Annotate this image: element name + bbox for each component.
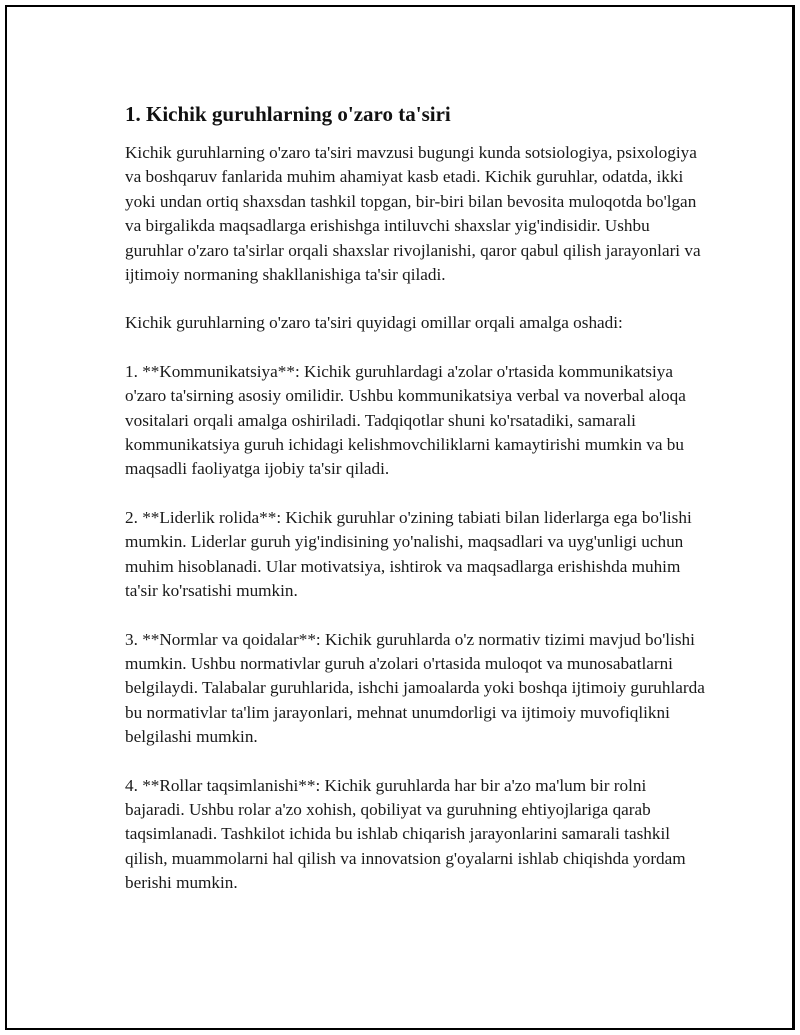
factors-lead-paragraph: Kichik guruhlarning o'zaro ta'siri quyidagi omillar orqali amalga oshadi:	[125, 313, 623, 333]
roles-paragraph: 4. **Rollar taqsimlanishi**: Kichik guruhlarda har bir a'zo ma'lum bir rolni bajaradi. Ushbu rolar a'zo xohish, qobiliyat va guruhning ehtiyojlariga qarab taqsimlanadi. Tashkilot ichida bu ishlab chiqarish jarayonlarini samarali tashkil qilish, muammolarni hal qilish va innovatsion g'oyalarni ishlab chiqishda yordam berishi mumkin.	[125, 775, 686, 893]
intro-paragraph: Kichik guruhlarning o'zaro ta'siri mavzusi bugungi kunda sotsiologiya, psixologiya va boshqaruv fanlarida muhim ahamiyat kasb etadi. Kichik guruhlar, odatda, ikki yoki undan ortiq shaxsdan tashkil topgan, bir-biri bilan bevosita muloqotda bo'lgan va birgalikda maqsadlarga erishishga intiluvchi shaxslar yig'indisidir. Ushbu guruhlar o'zaro ta'sirlar orqali shaxslar rivojlanishi, qaror qabul qilish jarayonlari va ijtimoiy normaning shakllanishiga ta'sir qiladi.	[125, 143, 701, 285]
page-frame	[5, 5, 795, 1030]
document-body	[125, 101, 705, 920]
norms-paragraph: 3. **Normlar va qoidalar**: Kichik guruhlarda o'z normativ tizimi mavjud bo'lishi mumkin. Ushbu normativlar guruh a'zolari o'rtasida muloqot va munosabatlarni belgilaydi. Talabalar guruhlarida, ishchi jamoalarda yoki boshqa ijtimoiy guruhlarda bu normativlar ta'lim jarayonlari, mehnat unumdorligi va ijtimoiy muvofiqlikni belgilashi mumkin.	[125, 629, 705, 747]
section-heading: 1. Kichik guruhlarning o'zaro ta'siri	[125, 102, 451, 126]
communication-paragraph: 1. **Kommunikatsiya**: Kichik guruhlardagi a'zolar o'rtasida kommunikatsiya o'zaro ta'sirning asosiy omilidir. Ushbu kommunikatsiya verbal va noverbal aloqa vositalari orqali amalga oshiriladi. Tadqiqotlar shuni ko'rsatadiki, samarali kommunikatsiya guruh ichidagi kelishmovchiliklarni kamaytirishi mumkin va bu maqsadli faoliyatga ijobiy ta'sir qiladi.	[125, 361, 686, 479]
leadership-paragraph: 2. **Liderlik rolida**: Kichik guruhlar o'zining tabiati bilan liderlarga ega bo'lishi mumkin. Liderlar guruh yig'indisining yo'nalishi, maqsadlari va uyg'unligi uchun muhim hisoblanadi. Ular motivatsiya, ishtirok va maqsadlarga erishishda muhim ta'sir ko'rsatishi mumkin.	[125, 507, 692, 601]
